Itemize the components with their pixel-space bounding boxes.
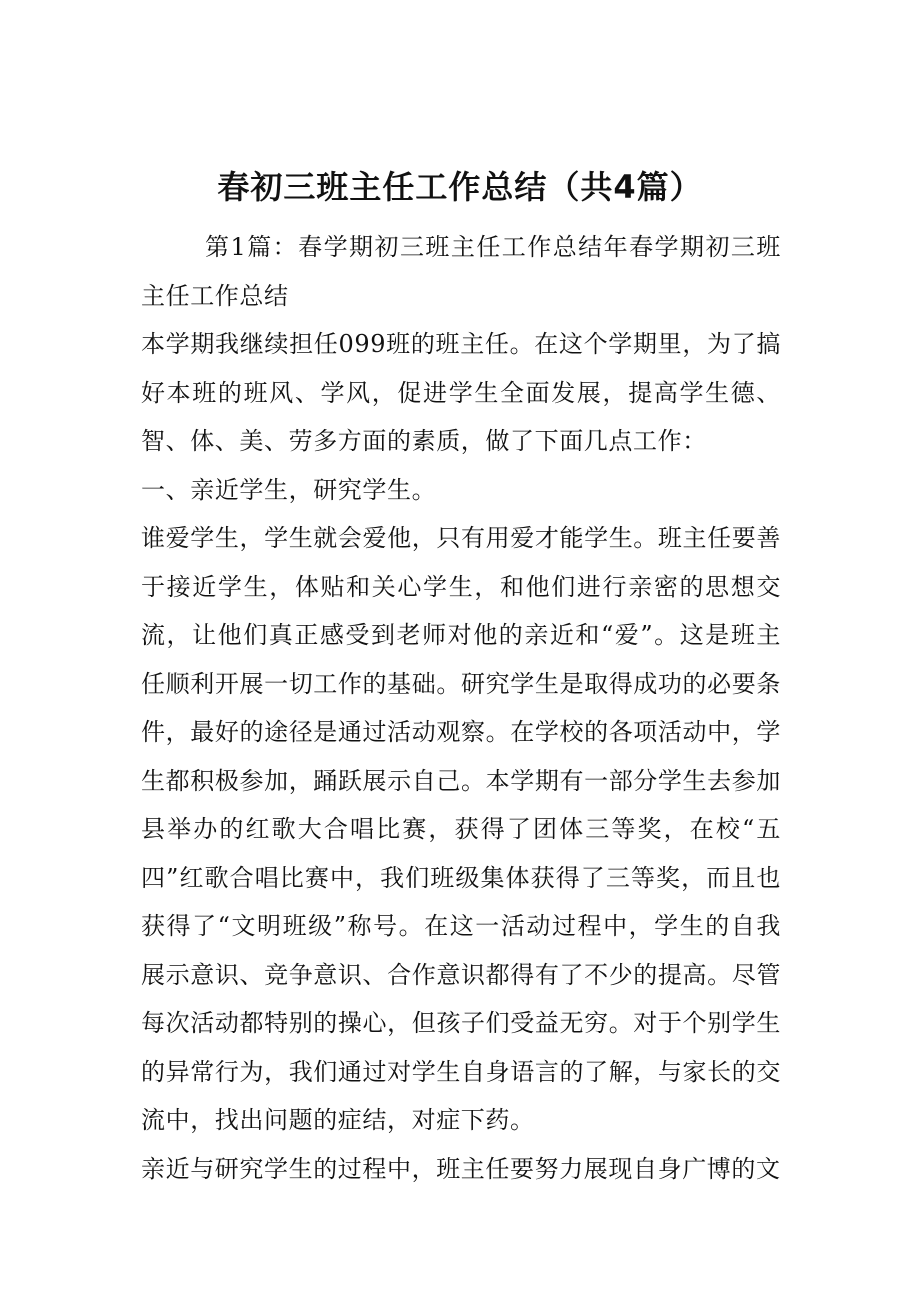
document-title: 春初三班主任工作总结（共4篇）	[217, 168, 703, 207]
paragraph-section-heading: 一、亲近学生，研究学生。	[141, 475, 437, 504]
document-body	[141, 223, 781, 1193]
paragraph-intro: 本学期我继续担任099班的班主任。在这个学期里，为了搞好本班的班风、学风，促进学生全面发展，提高学生德、智、体、美、劳多方面的素质，做了下面几点工作：	[141, 330, 781, 455]
paragraph-chapter-heading: 第1篇：春学期初三班主任工作总结年春学期初三班主任工作总结	[141, 233, 781, 310]
paragraph-body: 谁爱学生，学生就会爱他，只有用爱才能学生。班主任要善于接近学生，体贴和关心学生，和他们进行亲密的思想交流，让他们真正感受到老师对他的亲近和“爱”。这是班主任顺利开展一切工作的基础。研究学生是取得成功的必要条件，最好的途径是通过活动观察。在学校的各项活动中，学生都积极参加，踊跃展示自己。本学期有一部分学生去参加县举办的红歌大合唱比赛，获得了团体三等奖，在校“五四”红歌合唱比赛中，我们班级集体获得了三等奖，而且也获得了“文明班级”称号。在这一活动过程中，学生的自我展示意识、竞争意识、合作意识都得有了不少的提高。尽管每次活动都特别的操心，但孩子们受益无穷。对于个别学生的异常行为，我们通过对学生自身语言的了解，与家长的交流中，找出问题的症结，对症下药。	[141, 524, 781, 1134]
paragraph-continuation: 亲近与研究学生的过程中，班主任要努力展现自身广博的文	[141, 1154, 781, 1183]
